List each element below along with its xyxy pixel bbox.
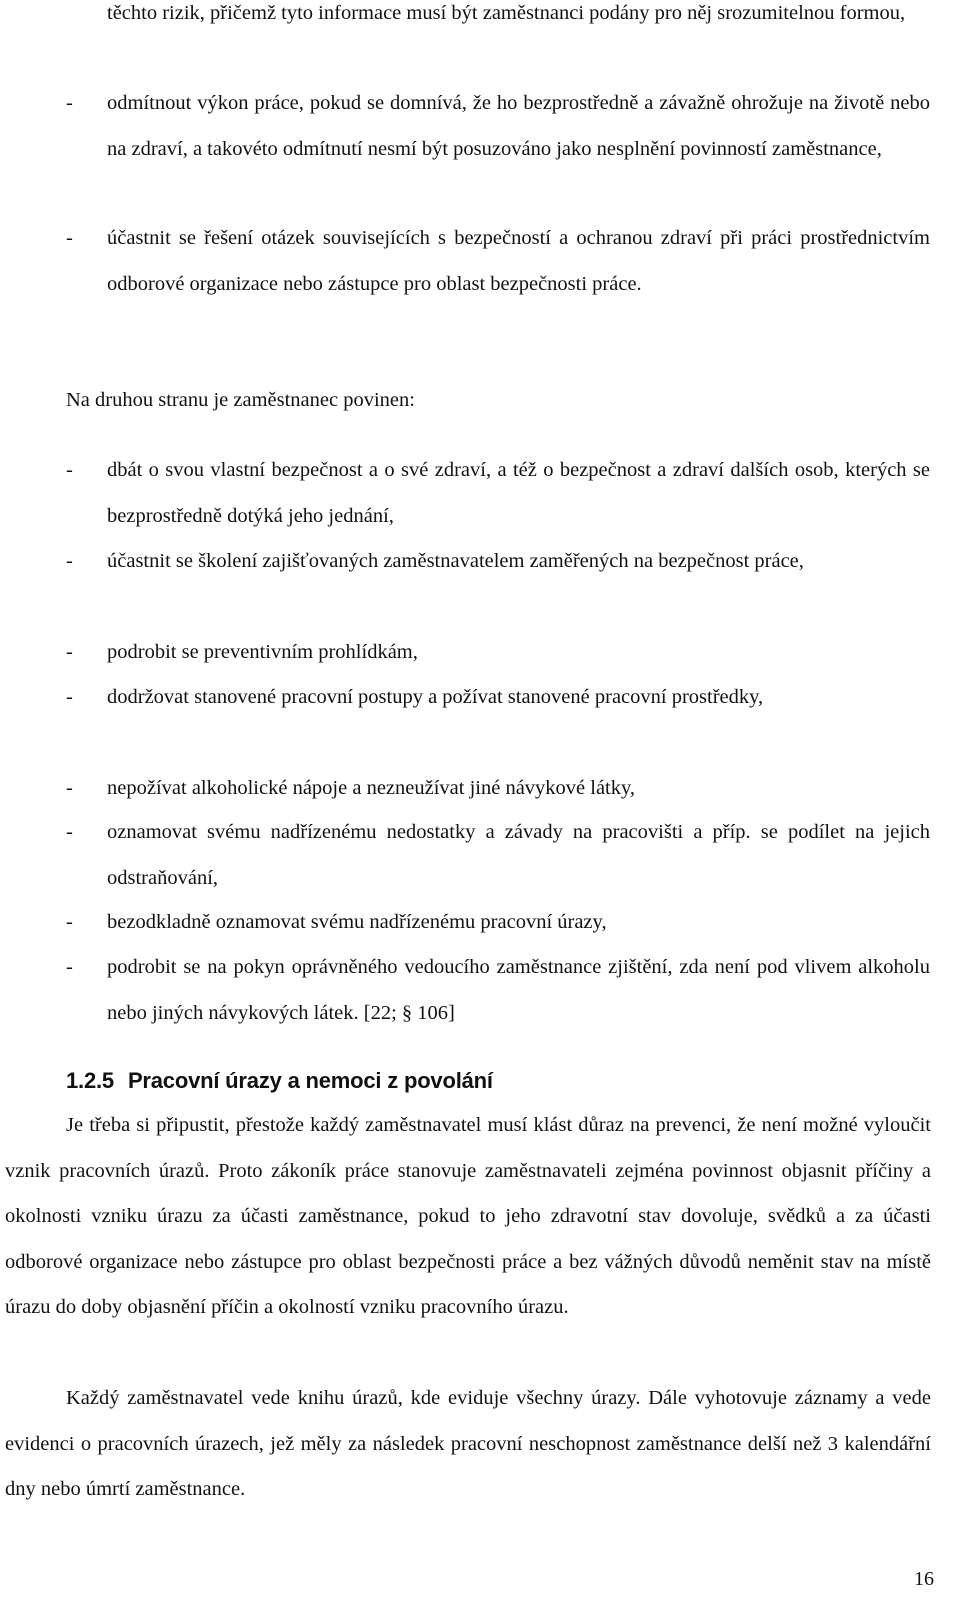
body-paragraph: Každý zaměstnavatel vede knihu úrazů, kde eviduje všechny úrazy. Dále vyhotovuje záznamy a vede evidenci o pracovních úrazech, jež měly za následek pracovní neschopnost zaměstnance delší než 3 kalendářní dny nebo úmrtí zaměstnance. [5,1387,931,1500]
list-bullet: - [66,227,73,249]
list-item-text: oznamovat svému nadřízenému nedostatky a závady na pracovišti a příp. se podílet na jejich odstraňování, [107,821,930,889]
list-item-text: podrobit se na pokyn oprávněného vedoucího zaměstnance zjištění, zda není pod vlivem alkoholu nebo jiných návykových látek. [22; § 106] [107,956,930,1024]
section-number: 1.2.5 [66,1068,114,1093]
list-item-text: nepožívat alkoholické nápoje a nezneužívat jiné návykové látky, [107,777,636,799]
list-item [66,945,930,1036]
continuation-text: těchto rizik, přičemž tyto informace musí být zaměstnanci podány pro něj srozumitelnou formou, [107,2,906,24]
list-item [66,81,930,172]
list-item [66,900,930,946]
list-item-text: účastnit se řešení otázek souvisejících s bezpečností a ochranou zdraví při práci prostřednictvím odborové organizace nebo zástupce pro oblast bezpečnosti práce. [107,227,930,295]
section-heading [66,1058,493,1103]
list-bullet: - [66,92,73,114]
body-paragraph: Je třeba si připustit, přestože každý zaměstnavatel musí klást důraz na prevenci, že není možné vyloučit vznik pracovních úrazů. Proto zákoník práce stanovuje zaměstnavateli zejména povinnost objasnit příčiny a okolnosti vzniku úrazu za účasti zaměstnance, pokud to jeho zdravotní stav dovoluje, svědků a za účasti odborové organizace nebo zástupce pro oblast bezpečnosti práce a bez vážných důvodů neměnit stav na místě úrazu do doby objasnění příčin a okolností vzniku pracovního úrazu. [5,1114,931,1318]
list-bullet: - [66,821,73,843]
list-item-text: dbát o svou vlastní bezpečnost a o své zdraví, a též o bezpečnost a zdraví dalších osob, kterých se bezprostředně dotýká jeho jednání, [107,459,930,527]
list-item-text: odmítnout výkon práce, pokud se domnívá, že ho bezprostředně a závažně ohrožuje na životě nebo na zdraví, a takovéto odmítnutí nesmí být posuzováno jako nesplnění povinností zaměstnance, [107,92,930,160]
list-item [66,448,930,539]
list-item [66,630,930,676]
list-bullet: - [66,550,73,572]
list-bullet: - [66,911,73,933]
list-item-text: dodržovat stanovené pracovní postupy a požívat stanovené pracovní prostředky, [107,686,764,708]
list-item [66,766,930,812]
list-item [66,810,930,901]
section-title: Pracovní úrazy a nemoci z povolání [127,1068,493,1093]
list-item-text: bezodkladně oznamovat svému nadřízenému pracovní úrazy, [107,911,607,933]
list-bullet: - [66,459,73,481]
list-item-text: podrobit se preventivním prohlídkám, [107,641,418,663]
list-bullet: - [66,686,73,708]
list-item [66,539,930,585]
list-bullet: - [66,641,73,663]
list-item [66,675,930,721]
list-item [66,216,930,307]
page-number: 16 [914,1568,934,1590]
list-bullet: - [66,956,73,978]
list-bullet: - [66,777,73,799]
duties-intro: Na druhou stranu je zaměstnanec povinen: [66,389,415,411]
list-item-text: účastnit se školení zajišťovaných zaměstnavatelem zaměřených na bezpečnost práce, [107,550,804,572]
